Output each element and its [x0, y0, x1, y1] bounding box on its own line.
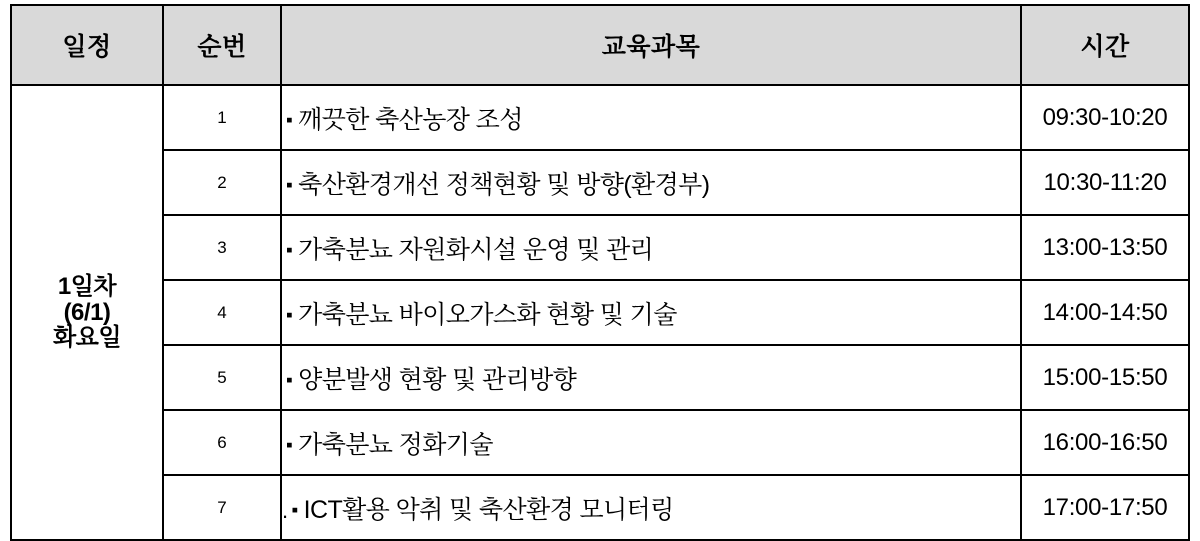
pre-dot: .: [282, 497, 288, 523]
header-row: [11, 5, 1189, 85]
column-header-time: 시간: [1021, 5, 1189, 85]
table-row: [11, 345, 1189, 410]
training-schedule-table: [10, 4, 1190, 541]
table-row: [11, 475, 1189, 540]
subject-cell: [281, 215, 1021, 280]
table-row: [11, 85, 1189, 150]
subject-label: 깨끗한 축산농장 조성: [298, 105, 523, 134]
subject-label: 양분발생 현황 및 관리방향: [298, 365, 577, 394]
time-cell: 10:30-11:20: [1021, 150, 1189, 215]
time-cell: 14:00-14:50: [1021, 280, 1189, 345]
subject-label: ICT활용 악취 및 축산환경 모니터링: [303, 495, 674, 524]
bullet-icon: ▪: [286, 369, 293, 391]
subject-label: 가축분뇨 정화기술: [298, 430, 493, 459]
time-cell: 17:00-17:50: [1021, 475, 1189, 540]
subject-label: 가축분뇨 자원화시설 운영 및 관리: [298, 235, 654, 264]
subject-cell: [281, 85, 1021, 150]
time-cell: 16:00-16:50: [1021, 410, 1189, 475]
column-header-day: 일정: [11, 5, 163, 85]
row-number: 3: [163, 215, 281, 280]
time-cell: 09:30-10:20: [1021, 85, 1189, 150]
day-group-line-1: 1일차: [57, 272, 117, 300]
subject-cell: [281, 410, 1021, 475]
table-row: [11, 280, 1189, 345]
time-cell: 15:00-15:50: [1021, 345, 1189, 410]
row-number: 1: [163, 85, 281, 150]
day-group-cell: [11, 85, 163, 540]
table-row: [11, 215, 1189, 280]
subject-cell: [281, 150, 1021, 215]
subject-cell: [281, 345, 1021, 410]
bullet-icon: ▪: [286, 239, 293, 261]
table-row: [11, 410, 1189, 475]
row-number: 7: [163, 475, 281, 540]
subject-label: 축산환경개선 정책현황 및 방향(환경부): [298, 170, 710, 199]
row-number: 2: [163, 150, 281, 215]
bullet-icon: ▪: [286, 109, 293, 131]
column-header-subject: 교육과목: [281, 5, 1021, 85]
column-header-no: 순번: [163, 5, 281, 85]
day-group-line-3: 화요일: [52, 324, 122, 352]
subject-cell: [281, 475, 1021, 540]
time-cell: 13:00-13:50: [1021, 215, 1189, 280]
table-body: [11, 85, 1189, 540]
row-number: 4: [163, 280, 281, 345]
table-row: [11, 150, 1189, 215]
subject-label: 가축분뇨 바이오가스화 현황 및 기술: [298, 300, 677, 329]
row-number: 5: [163, 345, 281, 410]
bullet-icon: ▪: [286, 434, 293, 456]
table-header: [11, 5, 1189, 85]
bullet-icon: ▪: [286, 304, 293, 326]
row-number: 6: [163, 410, 281, 475]
subject-cell: [281, 280, 1021, 345]
bullet-icon: ▪: [291, 499, 298, 521]
day-group-line-2: (6/1): [63, 298, 111, 326]
bullet-icon: ▪: [286, 174, 293, 196]
